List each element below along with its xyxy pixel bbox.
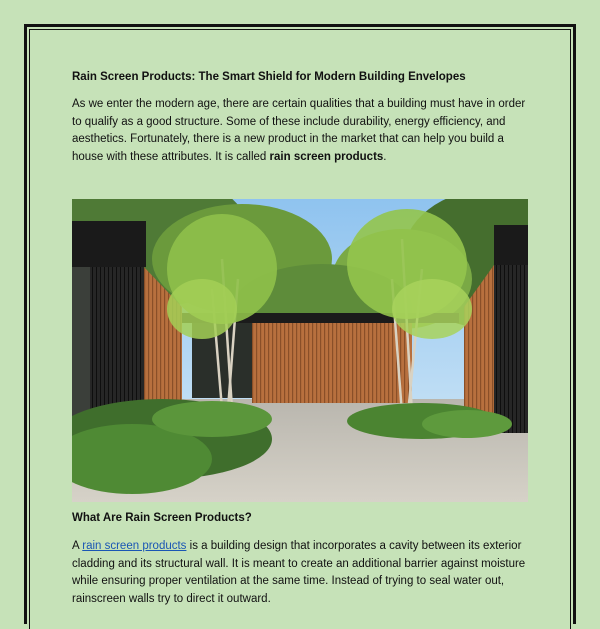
section-text: is a building design that incorporates a cavity between its exterior cladding and its structural wall. It is meant to create an additional barrier against moisture while ensuring proper ventilation at the same time. Instead of trying to seal water out, rainscreen walls try to direct it outward. — [72, 540, 526, 605]
section-lead: A — [72, 540, 83, 552]
intro-end: . — [383, 150, 387, 163]
rain-screen-link[interactable]: rain screen products — [82, 540, 187, 552]
intro-bold-term: rain screen products — [269, 150, 384, 163]
intro-paragraph — [72, 96, 530, 166]
article-title: Rain Screen Products: The Smart Shield for Modern Building Envelopes — [72, 71, 466, 83]
section-heading: What Are Rain Screen Products? — [72, 512, 252, 524]
house-photo — [72, 199, 528, 502]
intro-text: As we enter the modern age, there are certain qualities that a building must have in order to qualify as a good structure. Some of these include durability, energy efficiency, and aesthetics. Fortunately, there is a new product in the market that can help you build a house with these attributes. It is called — [72, 98, 526, 163]
section-paragraph — [72, 538, 530, 608]
